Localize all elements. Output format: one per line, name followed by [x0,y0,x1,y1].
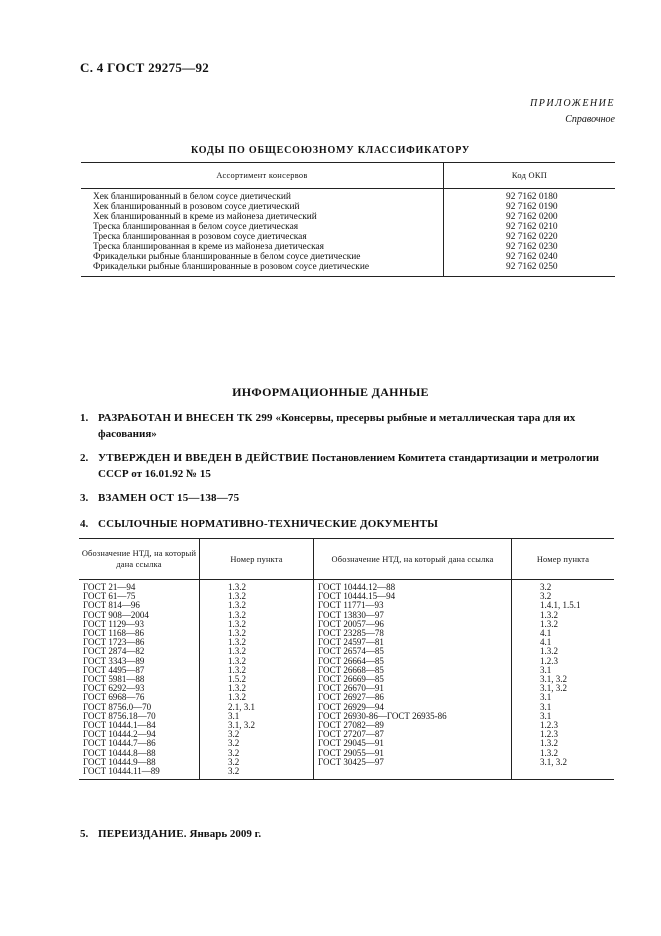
item-text: «Консервы, пресервы рыбные и металлическая тара для их фасования» [98,412,576,440]
ref-clause-left: 1.3.2 [200,611,314,620]
ref-clause-left: 1.3.2 [200,684,314,693]
ref-clause-right: 3.2 [540,582,552,592]
ref-doc-left: ГОСТ 10444.11—89 [79,767,200,780]
ref-doc-left: ГОСТ 6968—76 [79,693,200,702]
ref-clause-right: 3.1, 3.2 [540,756,567,767]
ref-doc-right: ГОСТ 27082—89 [314,721,512,730]
item-number: 4. [80,518,89,530]
ref-clause-left: 3.1 [200,712,314,721]
okp-code: 92 7162 0190 [506,202,558,212]
ref-clause-left: 1.3.2 [200,666,314,675]
ref-clause-right: 3.1, 3.2 [540,683,567,694]
codes-section-title: КОДЫ ПО ОБЩЕСОЮЗНОМУ КЛАССИФИКАТОРУ [190,145,471,156]
item-lead: УТВЕРЖДЕН И ВВЕДЕН В ДЕЙСТВИЕ [98,452,309,464]
ref-clause-right: 3.1 [540,701,552,712]
ref-clause-left: 1.3.2 [200,629,314,638]
ref-doc-left: ГОСТ 8756.0—70 [79,703,200,712]
ref-doc-left: ГОСТ 4495—87 [79,666,200,675]
okp-code: 92 7162 0220 [506,232,558,242]
ref-doc-left: ГОСТ 1168—86 [79,629,200,638]
page-header: С. 4 ГОСТ 29275—92 [80,60,210,75]
ref-clause-right: 1.4.1, 1.5.1 [540,600,581,611]
ref-doc-right: ГОСТ 30425—97 [314,758,512,767]
info-item-3 [80,490,615,506]
ref-clause-left: 1.3.2 [200,657,314,666]
ref-clause-left: 1.3.2 [200,580,314,593]
assortment-name: Хек бланшированный в креме из майонеза диетический [81,212,444,222]
assortment-name: Треска бланшированная в белом соусе диетическая [81,222,444,232]
ref-clause-right: 4.1 [540,637,552,648]
item-text: Январь 2009 г. [186,828,262,840]
item-number: 5. [80,828,89,840]
ref-clause-left: 1.3.2 [200,592,314,601]
ref-clause-right: 1.3.2 [540,646,558,657]
ref-clause-right: 4.1 [540,628,552,639]
ref-doc-right: ГОСТ 11771—93 [314,601,512,610]
codes-row [81,262,615,277]
ref-doc-left: ГОСТ 10444.1—84 [79,721,200,730]
ref-doc-left: ГОСТ 61—75 [79,592,200,601]
codes-col-code: Код ОКП [444,163,616,189]
ref-doc-right: ГОСТ 24597—81 [314,638,512,647]
ref-clause-right: 1.3.2 [540,738,558,749]
ref-clause-left: 2.1, 3.1 [200,703,314,712]
ref-doc-left: ГОСТ 908—2004 [79,611,200,620]
item-lead: ПЕРЕИЗДАНИЕ. [98,828,187,840]
ref-clause-left: 1.3.2 [200,620,314,629]
assortment-name: Хек бланшированный в белом соусе диетический [81,189,444,203]
item-lead: ВЗАМЕН ОСТ 15—138—75 [98,492,240,504]
codes-row [81,189,615,203]
assortment-name: Фрикадельки рыбные бланшированные в розовом соусе диетические [81,262,444,277]
refs-col-clause-left: Номер пункта [200,539,314,580]
ref-clause-left: 3.2 [200,739,314,748]
ref-doc-left: ГОСТ 3343—89 [79,657,200,666]
ref-clause-left: 1.3.2 [200,601,314,610]
ref-doc-right: ГОСТ 10444.12—88 [314,580,512,593]
ref-clause-right: 1.3.2 [540,609,558,620]
refs-row [79,767,614,780]
ref-doc-left: ГОСТ 10444.9—88 [79,758,200,767]
ref-clause-right: 3.1 [540,664,552,675]
codes-table [81,162,615,277]
ref-doc-left: ГОСТ 2874—82 [79,647,200,656]
codes-row [81,212,615,222]
ref-clause-right: 1.2.3 [540,720,558,731]
ref-clause-left: 3.2 [200,758,314,767]
ref-doc-right: ГОСТ 27207—87 [314,730,512,739]
ref-clause-left: 1.5.2 [200,675,314,684]
ref-clause-right: 3.1 [540,710,552,721]
info-item-4 [80,516,615,532]
ref-doc-right: ГОСТ 26670—91 [314,684,512,693]
ref-clause-right: 1.2.3 [540,655,558,666]
ref-doc-left: ГОСТ 21—94 [79,580,200,593]
ref-clause-left: 1.3.2 [200,693,314,702]
okp-code: 92 7162 0230 [506,242,558,252]
ref-doc-right: ГОСТ 29045—91 [314,739,512,748]
ref-doc-right: ГОСТ 26669—85 [314,675,512,684]
ref-doc-left: ГОСТ 8756.18—70 [79,712,200,721]
ref-doc-right: ГОСТ 26929—94 [314,703,512,712]
ref-doc-left: ГОСТ 10444.7—86 [79,739,200,748]
ref-clause-right: 1.3.2 [540,747,558,758]
ref-doc-left: ГОСТ 814—96 [79,601,200,610]
ref-clause-right: 3.1 [540,692,552,703]
ref-doc-right: ГОСТ 29055—91 [314,749,512,758]
ref-doc-right: ГОСТ 13830—97 [314,611,512,620]
ref-doc-left: ГОСТ 1129—93 [79,620,200,629]
okp-code: 92 7162 0210 [506,222,558,232]
info-item-2 [80,450,615,482]
assortment-name: Треска бланшированная в креме из майонеза диетическая [81,242,444,252]
codes-row [81,252,615,262]
ref-clause-right: 3.1, 3.2 [540,674,567,685]
appendix-subtitle: Справочное [565,114,615,125]
ref-doc-left: ГОСТ 1723—86 [79,638,200,647]
item-number: 2. [80,452,89,464]
ref-doc-right: ГОСТ 26574—85 [314,647,512,656]
codes-col-assortment: Ассортимент консервов [81,163,444,189]
appendix-label [530,96,615,128]
refs-col-doc-right: Обозначение НТД, на который дана ссылка [314,539,512,580]
codes-row [81,232,615,242]
okp-code: 92 7162 0180 [506,192,558,202]
assortment-name: Хек бланшированный в розовом соусе диетический [81,202,444,212]
item-number: 1. [80,412,89,424]
ref-clause-left: 1.3.2 [200,647,314,656]
okp-code: 92 7162 0200 [506,212,558,222]
info-title: ИНФОРМАЦИОННЫЕ ДАННЫЕ [232,385,429,399]
ref-doc-left: ГОСТ 5981—88 [79,675,200,684]
ref-doc-right: ГОСТ 26930-86—ГОСТ 26935-86 [314,712,512,721]
ref-doc-right [314,767,512,780]
okp-code: 92 7162 0240 [506,252,558,262]
ref-doc-left: ГОСТ 10444.8—88 [79,749,200,758]
ref-clause-left: 3.2 [200,749,314,758]
codes-row [81,222,615,232]
assortment-name: Треска бланшированная в розовом соусе диетическая [81,232,444,242]
ref-doc-right: ГОСТ 26927—86 [314,693,512,702]
info-item-1 [80,410,615,442]
item-lead: РАЗРАБОТАН И ВНЕСЕН ТК 299 [98,412,273,424]
ref-clause-left: 3.2 [200,730,314,739]
ref-clause-right: 3.2 [540,591,552,602]
ref-doc-left: ГОСТ 10444.2—94 [79,730,200,739]
refs-col-doc-left: Обозначение НТД, на который дана ссылка [79,539,200,580]
assortment-name: Фрикадельки рыбные бланшированные в белом соусе диетические [81,252,444,262]
refs-col-clause-right: Номер пункта [512,539,615,580]
ref-doc-left: ГОСТ 6292—93 [79,684,200,693]
ref-clause-right [512,767,615,780]
ref-doc-right: ГОСТ 23285—78 [314,629,512,638]
ref-doc-right: ГОСТ 26668—85 [314,666,512,675]
item-number: 3. [80,492,89,504]
info-item-5 [80,826,615,842]
ref-clause-left: 3.1, 3.2 [200,721,314,730]
ref-clause-left: 3.2 [200,767,314,780]
ref-doc-right: ГОСТ 10444.15—94 [314,592,512,601]
ref-clause-left: 1.3.2 [200,638,314,647]
ref-doc-right: ГОСТ 20057—96 [314,620,512,629]
ref-doc-right: ГОСТ 26664—85 [314,657,512,666]
appendix-title: ПРИЛОЖЕНИЕ [530,98,615,109]
codes-row [81,242,615,252]
refs-table [79,538,614,780]
item-lead: ССЫЛОЧНЫЕ НОРМАТИВНО-ТЕХНИЧЕСКИЕ ДОКУМЕНТЫ [98,518,439,530]
codes-row [81,202,615,212]
ref-clause-right: 1.3.2 [540,618,558,629]
ref-clause-right: 1.2.3 [540,729,558,740]
okp-code: 92 7162 0250 [444,262,616,277]
item-text: Постановлением Комитета стандартизации и метрологии СССР от 16.01.92 № 15 [98,452,599,480]
